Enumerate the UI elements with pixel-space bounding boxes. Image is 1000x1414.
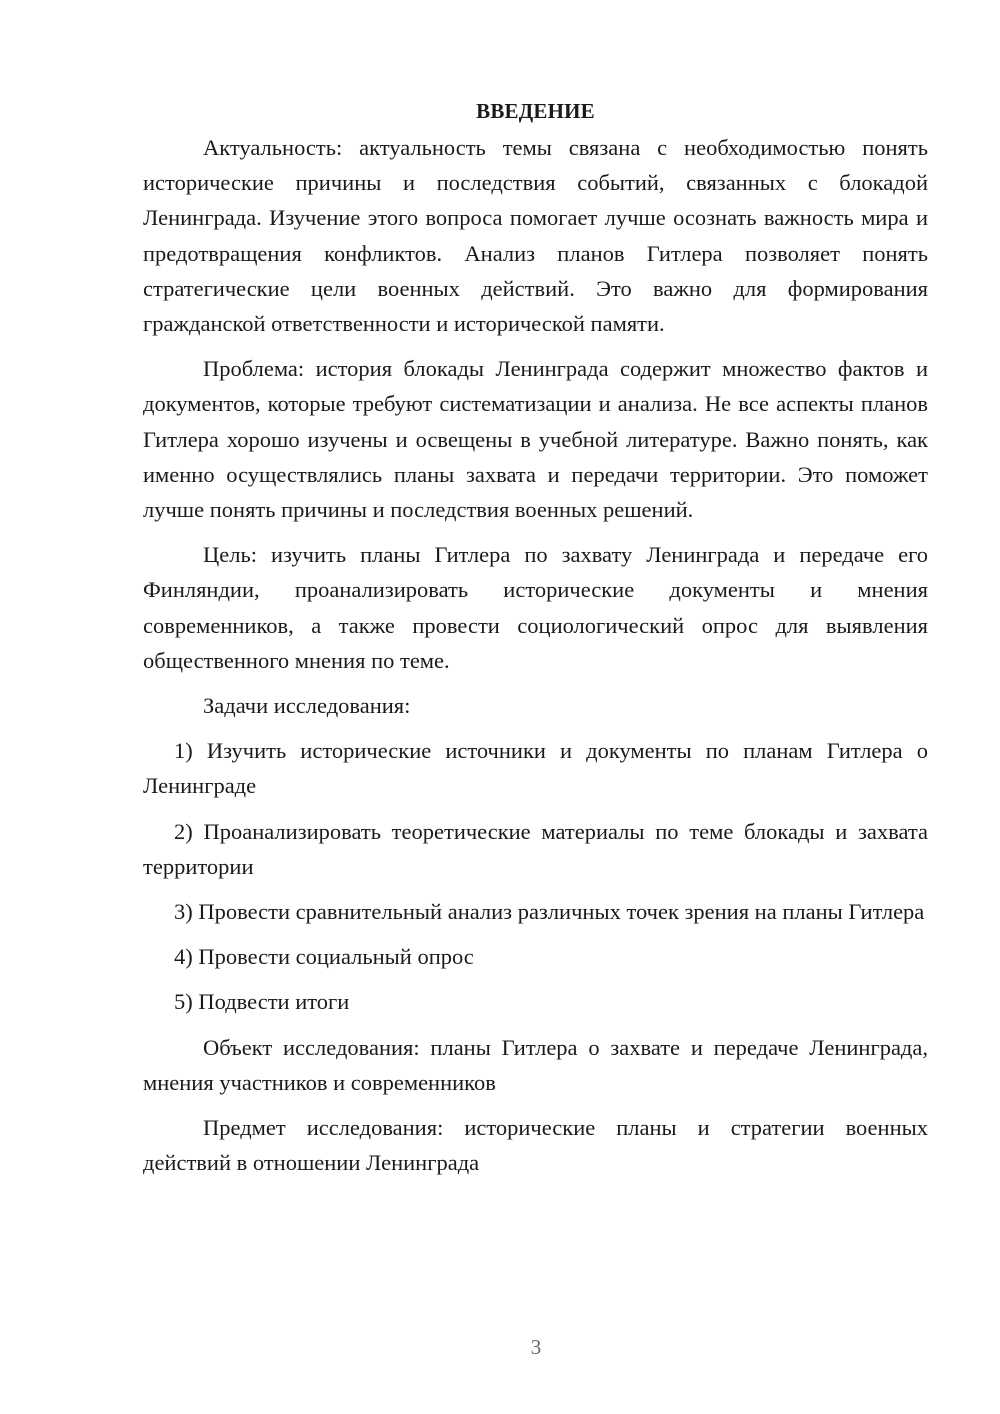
paragraph-problem: Проблема: история блокады Ленинграда содержит множество фактов и документов, которые требуют систематизации и анализа. Не все аспекты планов Гитлера хорошо изучены и освещены в учебной литературе. Важно понять, как именно осуществлялись планы захвата и передачи территории. Это поможет лучше понять причины и последствия военных решений. <box>143 356 928 523</box>
page-number: 3 <box>530 1335 542 1359</box>
tasks-heading: Задачи исследования: <box>203 693 411 719</box>
paragraph-goal: Цель: изучить планы Гитлера по захвату Ленинграда и передаче его Финляндии, проанализировать исторические документы и мнения современников, а также провести социологический опрос для выявления общественного мнения по теме. <box>143 542 928 673</box>
task-item-5: 5) Подвести итоги <box>174 989 350 1015</box>
task-item-2: 2) Проанализировать теоретические материалы по теме блокады и захвата территории <box>143 818 928 879</box>
task-item-3: 3) Провести сравнительный анализ различных точек зрения на планы Гитлера <box>174 899 925 925</box>
page-content <box>143 96 928 1190</box>
paragraph-object: Объект исследования: планы Гитлера о захвате и передаче Ленинграда, мнения участников и современников <box>143 1034 928 1095</box>
paragraph-subject: Предмет исследования: исторические планы и стратегии военных действий в отношении Ленинграда <box>143 1115 928 1176</box>
task-item-1: 1) Изучить исторические источники и документы по планам Гитлера о Ленинграде <box>143 738 928 799</box>
task-item-4: 4) Провести социальный опрос <box>174 944 474 970</box>
paragraph-relevance: Актуальность: актуальность темы связана с необходимостью понять исторические причины и последствия событий, связанных с блокадой Ленинграда. Изучение этого вопроса помогает лучше осознать важность мира и предотвращения конфликтов. Анализ планов Гитлера позволяет понять стратегические цели военных действий. Это важно для формирования гражданской ответственности и исторической памяти. <box>143 135 928 337</box>
section-title: ВВЕДЕНИЕ <box>476 99 595 123</box>
